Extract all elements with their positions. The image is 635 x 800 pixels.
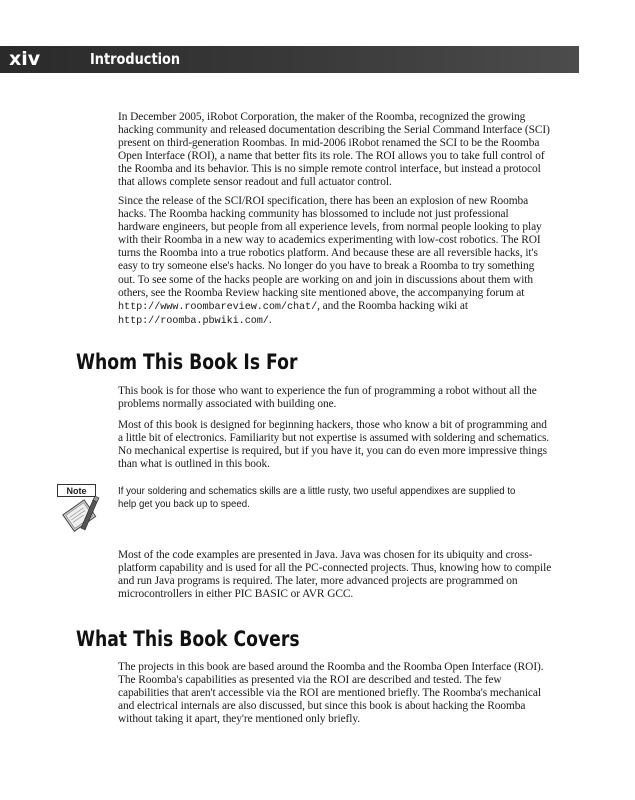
intro-paragraph-2-mid: , and the Roomba hacking wiki at <box>317 299 468 312</box>
intro-paragraph-2 <box>118 195 552 328</box>
page-number: xiv <box>9 48 41 70</box>
running-header <box>0 46 579 73</box>
chapter-title: Introduction <box>90 50 181 68</box>
note-label: Note <box>66 486 87 496</box>
whom-paragraph-3: Most of the code examples are presented in Java. Java was chosen for its ubiquity and cross-platform capability and is used for all the PC-connected projects. Thus, knowing how to compile and run Java programs is required. The later, more advanced projects are programmed on microcontrollers in either PIC BASIC or AVR GCC. <box>118 549 552 601</box>
forum-url-link[interactable]: http://www.roombareview.com/chat/ <box>118 301 318 313</box>
whom-paragraph-2: Most of this book is designed for beginning hackers, those who know a bit of programming and a little bit of electronics. Familiarity but not expertise is assumed with soldering and schematics. No mechanical expertise is required, but if you have it, you can do even more impressive things than what is outlined in this book. <box>118 419 550 471</box>
what-paragraph-1: The projects in this book are based around the Roomba and the Roomba Open Interface (ROI). The Roomba's capabilities as presented via the ROI are described and tested. The few capabilities that aren't accessible via the ROI are mentioned briefly. The Roomba's mechanical and electrical internals are also discussed, but since this book is about hacking the Roomba without taking it apart, they're mentioned only briefly. <box>118 661 544 726</box>
section-heading-whom: Whom This Book Is For <box>76 350 298 374</box>
intro-paragraph-2-text: Since the release of the SCI/ROI specification, there has been an explosion of new Roomba hacks. The Roomba hacking community has blossomed to include not just professional hardware engineers, but people from all experience levels, from normal people looking to play with their Roomba in a new way to academics experimenting with low-cost robotics. The ROI turns the Roomba into a true robotics platform. And because these are all reversible hacks, it's easy to try someone else's hacks. No longer do you have to break a Roomba to try something out. To see some of the hacks people are working on and join in discussions about them with others, see the Roomba Review hacking site mentioned above, the accompanying forum at <box>118 195 542 299</box>
intro-paragraph-2-end: . <box>268 313 272 326</box>
intro-paragraph-1: In December 2005, iRobot Corporation, the maker of the Roomba, recognized the growing hacking community and released documentation describing the Serial Command Interface (SCI) present on third-generation Roombas. In mid-2006 iRobot renamed the SCI to be the Roomba Open Interface (ROI), a name that better fits its role. The ROI allows you to take full control of the Roomba and its behavior. This is no simple remote control interface, but instead a protocol that allows complete sensor readout and full actuator control. <box>118 111 550 189</box>
note-icon <box>57 484 109 534</box>
section-heading-what: What This Book Covers <box>76 627 300 651</box>
whom-paragraph-1: This book is for those who want to experience the fun of programming a robot without all the problems normally associated with building one. <box>118 385 537 411</box>
wiki-url-link[interactable]: http://roomba.pbwiki.com/ <box>118 315 269 327</box>
note-text: If your soldering and schematics skills are a little rusty, two useful appendixes are supplied to help get you back up to speed. <box>118 486 516 510</box>
